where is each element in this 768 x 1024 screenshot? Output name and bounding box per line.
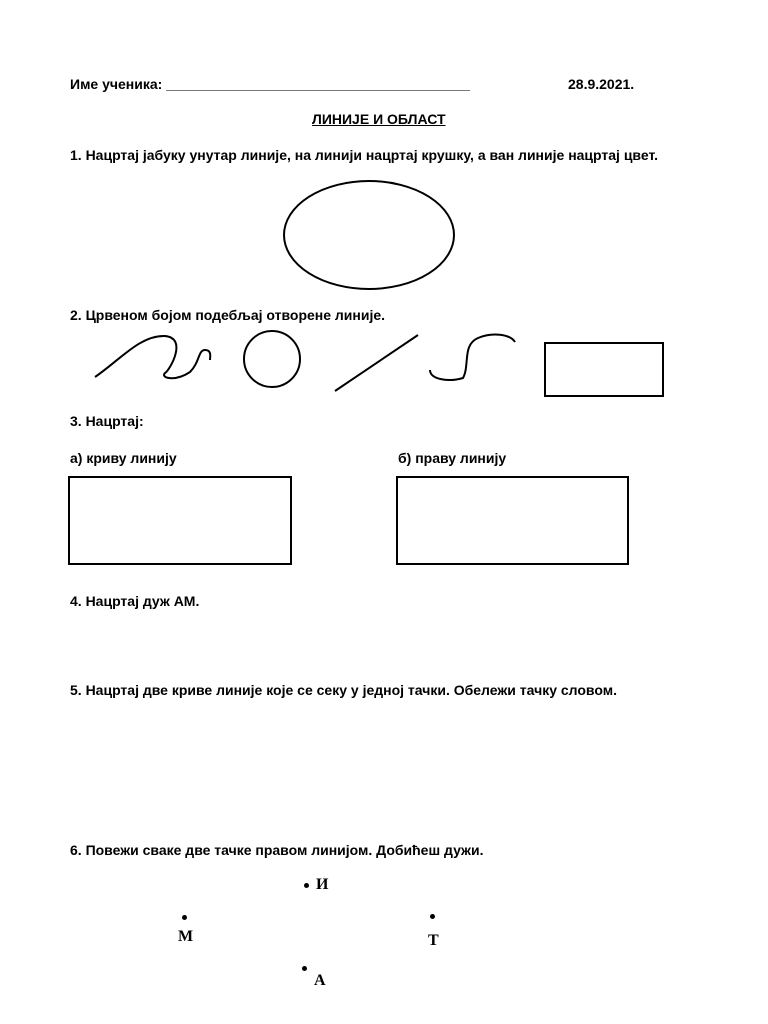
open-wavy-line bbox=[95, 336, 210, 378]
task-6-text: 6. Повежи сваке две тачке правом линијом. Добићеш дужи. bbox=[70, 842, 484, 858]
task-3-text: 3. Нацртај: bbox=[70, 413, 144, 429]
date: 28.9.2021. bbox=[568, 76, 635, 92]
task-4-text: 4. Нацртај дуж АМ. bbox=[70, 593, 200, 609]
student-name-line: Име ученика: _______________________________________ bbox=[70, 76, 470, 92]
curve-drawing-box[interactable] bbox=[68, 476, 292, 565]
task-3a-label: а) криву линију bbox=[70, 450, 177, 466]
task-2-text: 2. Црвеном бојом подебљај отворене линије. bbox=[70, 307, 386, 323]
point-a-label: А bbox=[314, 972, 326, 989]
point-t-dot[interactable] bbox=[430, 914, 435, 919]
straight-drawing-box[interactable] bbox=[396, 476, 629, 565]
closed-oval bbox=[284, 181, 454, 289]
task-1-text: 1. Нацртај јабуку унутар линије, на линији нацртај крушку, а ван линије нацртај цвет. bbox=[70, 147, 658, 163]
closed-circle bbox=[244, 331, 300, 387]
open-s-curve bbox=[430, 335, 515, 380]
task-3b-label: б) праву линију bbox=[398, 450, 507, 466]
page-title: ЛИНИЈЕ И ОБЛАСТ bbox=[312, 111, 446, 127]
point-t-label: Т bbox=[428, 932, 439, 949]
point-i-label: И bbox=[316, 876, 329, 893]
point-m-dot[interactable] bbox=[182, 915, 187, 920]
point-i-dot[interactable] bbox=[304, 883, 309, 888]
task-5-text: 5. Нацртај две криве линије које се секу у једној тачки. Обележи тачку словом. bbox=[70, 682, 617, 698]
point-a-dot[interactable] bbox=[302, 966, 307, 971]
point-m-label: М bbox=[178, 928, 194, 945]
open-straight-line bbox=[335, 335, 418, 391]
closed-rectangle bbox=[545, 343, 663, 396]
